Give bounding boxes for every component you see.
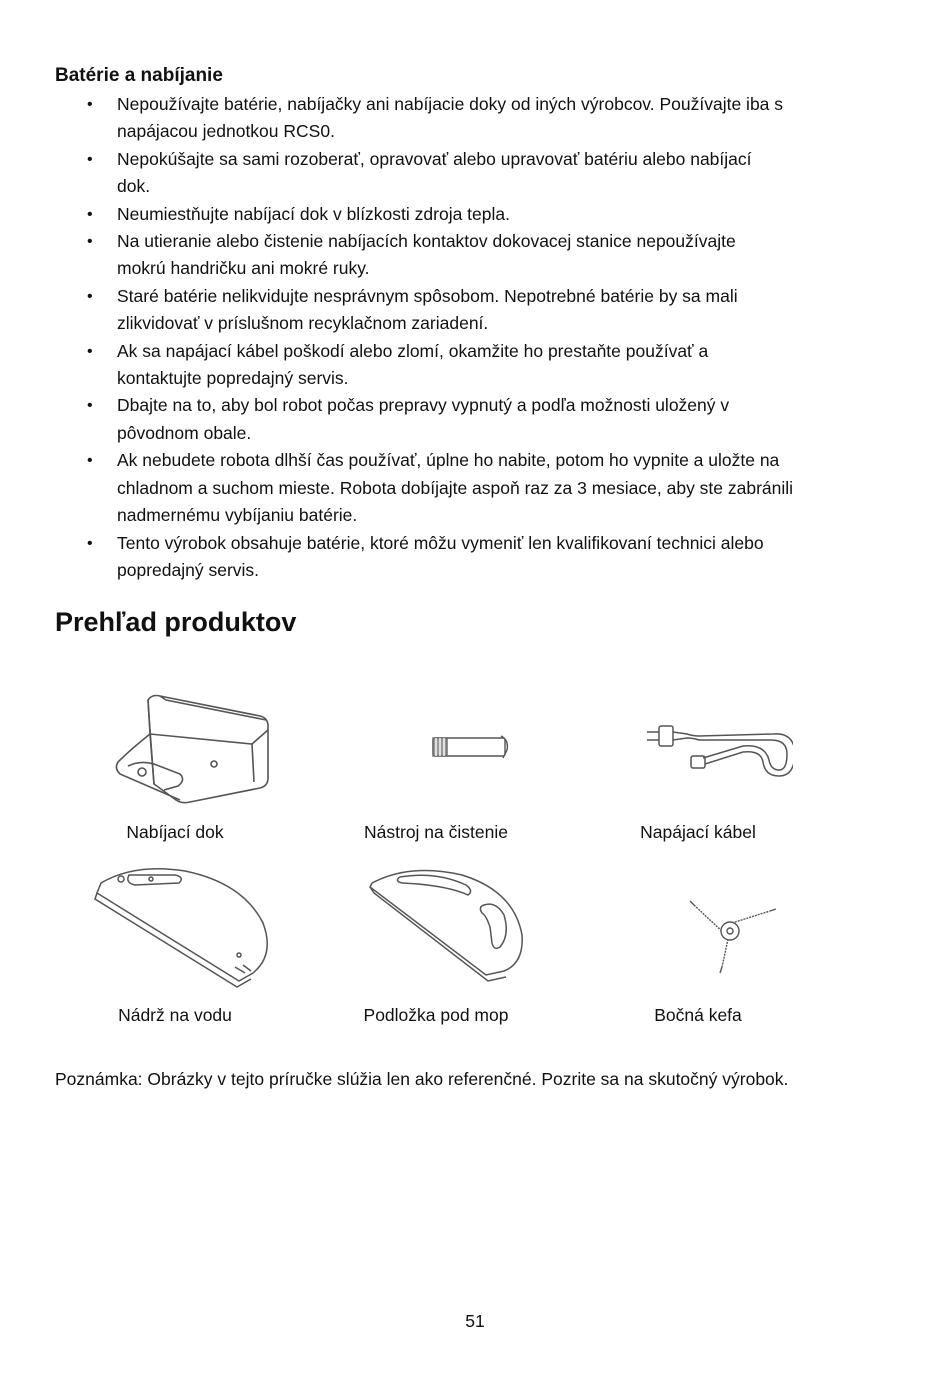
product-water-tank [45, 855, 305, 1027]
product-label: Nádrž na vodu [118, 1005, 232, 1025]
product-label: Napájací kábel [640, 822, 756, 842]
product-power-cable [568, 690, 828, 844]
bullet-item [55, 146, 855, 201]
product-label: Podložka pod mop [363, 1005, 509, 1025]
bullet-item [55, 392, 855, 447]
page-title: Prehľad produktov [55, 607, 297, 637]
product-mop-pad [306, 855, 566, 1027]
bullet-line: popredajný servis. [117, 559, 260, 580]
bullet-line: Nepokúšajte sa sami rozoberať, opravovať alebo upravovať batériu alebo nabíjací [117, 148, 752, 169]
bullet-item [55, 338, 855, 393]
bullet-line: dok. [117, 176, 151, 197]
product-label: Nabíjací dok [126, 822, 224, 842]
bullet-dot-icon: • [87, 342, 93, 360]
bullet-line: Dbajte na to, aby bol robot počas prepravy vypnutý a podľa možnosti uložený v [117, 395, 730, 416]
bullet-line: Staré batérie nelikvidujte nesprávnym spôsobom. Nepotrebné batérie by sa mali [117, 285, 738, 306]
product-label: Bočná kefa [654, 1005, 742, 1025]
bullet-line: kontaktujte popredajný servis. [117, 368, 349, 389]
bullet-line: napájacou jednotkou RCS0. [117, 121, 335, 142]
cleaning-tool-icon [341, 690, 531, 810]
bullet-item [55, 91, 855, 146]
side-brush-icon [598, 855, 798, 993]
bullet-dot-icon: • [87, 96, 93, 113]
bullet-dot-icon: • [87, 150, 93, 168]
bullet-line: Neumiestňujte nabíjací dok v blízkosti zdroja tepla. [117, 203, 510, 224]
product-cleaning-tool [306, 690, 566, 844]
bullet-item [55, 447, 855, 529]
bullet-dot-icon: • [87, 397, 93, 415]
bullet-dot-icon: • [87, 205, 93, 223]
bullet-dot-icon: • [87, 452, 93, 470]
bullet-line: Ak nebudete robota dlhší čas používať, úplne ho nabite, potom ho vypnite a uložte na [117, 450, 780, 471]
bullet-item [55, 201, 855, 228]
bullet-line: Nepoužívajte batérie, nabíjačky ani nabíjacie doky od iných výrobcov. Používajte iba s [117, 94, 784, 114]
bullet-line: mokrú handričku ani mokré ruky. [117, 258, 370, 279]
bullet-dot-icon: • [87, 233, 93, 251]
product-label: Nástroj na čistenie [364, 822, 508, 842]
power-cable-icon [603, 690, 793, 810]
bullet-line: pôvodnom obale. [117, 422, 252, 443]
water-tank-icon [75, 855, 275, 993]
mop-pad-icon [336, 855, 536, 993]
bullet-line: Ak sa napájací kábel poškodí alebo zlomí, okamžite ho prestaňte používať a [117, 340, 709, 361]
bullet-item [55, 530, 855, 585]
bullet-line: zlikvidovať v príslušnom recyklačnom zariadení. [117, 313, 489, 334]
bullet-item [55, 228, 855, 283]
product-side-brush [568, 855, 828, 1027]
bullet-line: nadmernému vybíjaniu batérie. [117, 505, 358, 526]
bullet-line: Na utieranie alebo čistenie nabíjacích kontaktov dokovacej stanice nepoužívajte [117, 231, 736, 252]
bullet-dot-icon: • [87, 534, 93, 552]
bullet-line: Tento výrobok obsahuje batérie, ktoré môžu vymeniť len kvalifikovaní technici alebo [117, 532, 764, 553]
bullet-line: chladnom a suchom mieste. Robota dobíjajte aspoň raz za 3 mesiace, aby ste zabránili [117, 477, 794, 498]
bullet-dot-icon: • [87, 287, 93, 305]
charging-dock-icon [80, 690, 270, 810]
battery-bullet-list [55, 91, 855, 584]
note-text: Poznámka: Obrázky v tejto príručke slúžia len ako referenčné. Pozrite sa na skutočný výrobok. [55, 1069, 789, 1089]
page-number: 51 [465, 1311, 485, 1331]
section-heading: Batérie a nabíjanie [55, 65, 223, 86]
product-charging-dock [45, 690, 305, 844]
bullet-item [55, 283, 855, 338]
